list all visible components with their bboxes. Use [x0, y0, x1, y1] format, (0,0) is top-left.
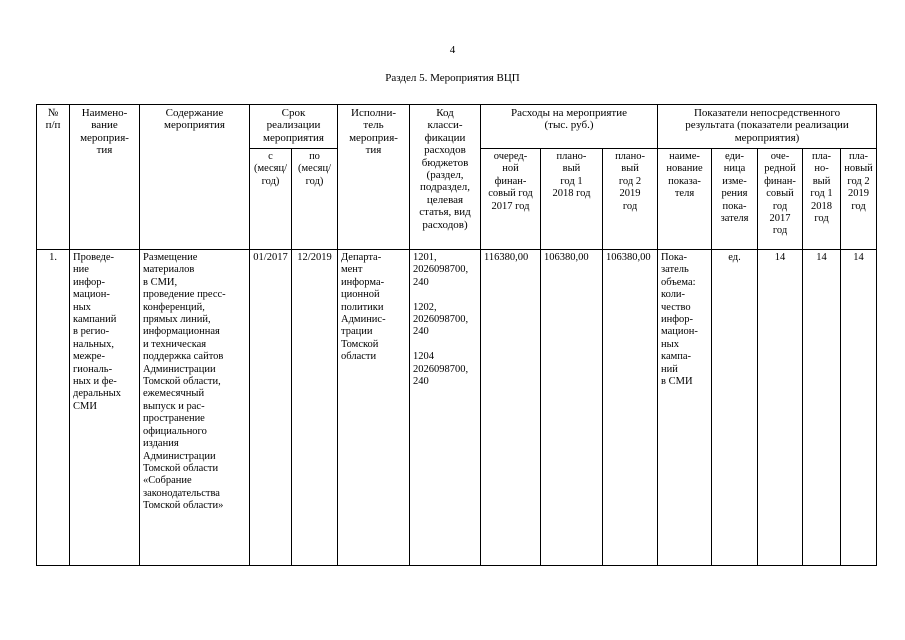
row-ind-current: 14 [758, 250, 803, 566]
row-period-to: 12/2019 [292, 250, 338, 566]
row-ind-name: Пока- затель объема: коли- чество инфор- мацион- ных кампа- ний в СМИ [658, 250, 712, 566]
header-ind-current: оче- редной финан- совый год 2017 год [758, 149, 803, 250]
header-ind-name: наиме- нование показа- теля [658, 149, 712, 250]
row-code: 1201, 2026098700, 240 1202, 2026098700, 240 1204 2026098700, 240 [410, 250, 481, 566]
header-code: Код класси- фикации расходов бюджетов (раздел, подраздел, целевая статья, вид расходов) [410, 105, 481, 250]
header-ind-plan2: пла- новый год 2 2019 год [841, 149, 877, 250]
header-exp-plan1: плано- вый год 1 2018 год [541, 149, 603, 250]
row-executor: Департа- мент информа- ционной политики Админис- трации Томской области [338, 250, 410, 566]
row-period-from: 01/2017 [250, 250, 292, 566]
row-ind-unit: ед. [712, 250, 758, 566]
row-ind-plan1: 14 [803, 250, 841, 566]
header-name: Наимено- вание мероприя- тия [70, 105, 140, 250]
row-exp-plan1: 106380,00 [541, 250, 603, 566]
table-row [37, 250, 877, 566]
page-number: 4 [449, 44, 456, 56]
header-period-from: с (месяц/ год) [250, 149, 292, 250]
header-period-to: по (месяц/ год) [292, 149, 338, 250]
header-ind-plan1: пла- но- вый год 1 2018 год [803, 149, 841, 250]
header-exp-current: очеред- ной финан- совый год 2017 год [481, 149, 541, 250]
header-content: Содержание мероприятия [140, 105, 250, 250]
row-exp-current: 116380,00 [481, 250, 541, 566]
header-exp-plan2: плано- вый год 2 2019 год [603, 149, 658, 250]
header-period: Срок реализации мероприятия [250, 105, 338, 149]
header-num: № п/п [37, 105, 70, 250]
header-expenses: Расходы на мероприятие (тыс. руб.) [481, 105, 658, 149]
header-ind-unit: еди- ница изме- рения пока- зателя [712, 149, 758, 250]
row-num: 1. [37, 250, 70, 566]
row-ind-plan2: 14 [841, 250, 877, 566]
row-exp-plan2: 106380,00 [603, 250, 658, 566]
row-name: Проведе- ние инфор- мацион- ных кампаний в регио- нальных, межре- гиональ- ных и фе- деральных СМИ [70, 250, 140, 566]
header-indicators: Показатели непосредственного результата (показатели реализации мероприятия) [658, 105, 877, 149]
section-title: Раздел 5. Мероприятия ВЦП [385, 72, 520, 84]
header-executor: Исполни- тель мероприя- тия [338, 105, 410, 250]
row-content: Размещение материалов в СМИ, проведение пресс- конференций, прямых линий, информационная и техническая поддержка сайтов Администрации Томской области, ежемесячный выпуск и рас- пространение официального издания Администрации Томской области «Собрание законодательства Томской области» [140, 250, 250, 566]
events-table [36, 104, 877, 566]
